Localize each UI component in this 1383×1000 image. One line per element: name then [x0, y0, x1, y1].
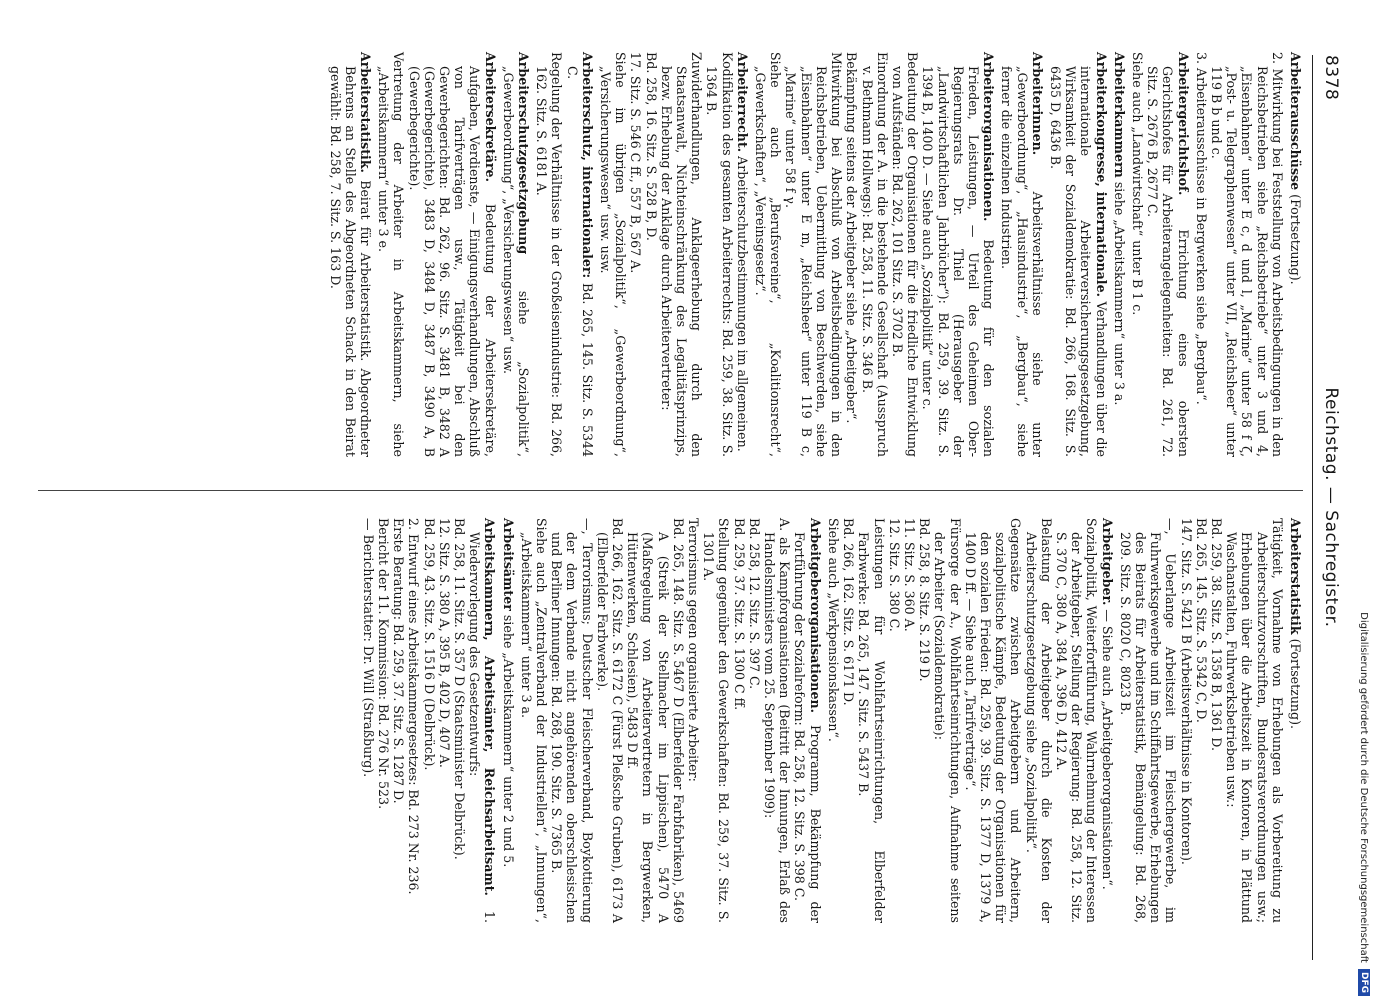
digitization-note: [1352, 6, 1376, 996]
entry-heading: Arbeitgeberorganisationen.: [807, 518, 823, 714]
entry-text: Mitwirkung bei Abschluß von Arbeitsbedingungen in den Reichsbetrieben, Uebermittlung von Beschwerden, siehe „Eisenbahnen“ unter E m, „Reichsheer“ unter 119 B c, „Marine“ unter 58 f γ.: [783, 52, 845, 457]
entry-line: [1209, 518, 1224, 923]
entry-text: 2. Mitwirkung bei Feststellung von Arbeitsbedingungen in den Reichsbetrieben siehe „Reichsbetriebe“ unter 3 und 4, „Eisenbahnen“ unter E c, d und l, „Marine“ unter 58 f ζ, „Post- u. Telegraphenwesen“ unter VII, „Reichsheer“ unter 119 B b und c.: [1208, 52, 1285, 457]
entry-text: Siehe auch „Berufsvereine“, „Koalitionsrecht“, „Gewerkschaften“, „Vereinsgesetz“.: [753, 52, 784, 457]
entry-text: Bd. 265, 145. Sitz. S. 5342 C, D.: [1193, 518, 1209, 723]
entry-line: [501, 52, 531, 457]
entry-line: [1054, 518, 1100, 923]
entry-text: Bd. 266, 162. Sitz. S. 6171 D.: [841, 518, 857, 706]
entry-text: Gegensätze zwischen Arbeitgebern und Arbeitern, sozialpolitische Kämpfe, Bedeutung der Organisationen für den sozialen Frieden: Bd. 259, 39. Sitz. S. 1377 D, 1379 A, 1400 D ff. — Siehe auch „Tarifverträge“.: [962, 518, 1024, 923]
entry-line: [598, 52, 628, 457]
entry-text: 11. Sitz. S. 360 A.: [901, 518, 917, 632]
entry-text: Belastung der Arbeitgeber durch die Kosten der Arbeiterschutzgesetzgebung siehe „Sozialpolitik“.: [1023, 518, 1054, 923]
entry-text: A. als Kampforganisationen (Beitritt der Innungen, Erlaß des Handelsministers vom 25. September 1909):: [762, 518, 793, 923]
entry-text: Bd. 258, 12. Sitz. S. 397 C.: [746, 518, 762, 690]
entry-text: Siehe im übrigen „Sozialpolitik“, „Gewerbeordnung“, „Versicherungswesen“ usw. usw.: [598, 52, 629, 457]
entry-text: — Berichterstatter: Dr. Will (Straßburg).: [360, 518, 376, 778]
entry-text: siehe „Arbeitskammern“ unter 3 a.: [1111, 181, 1127, 406]
entry-line: [902, 518, 917, 923]
entry-text: Bd. 258, 11. Sitz. S. 357 D (Staatsminister Delbrück).: [452, 518, 468, 860]
entry-heading: Arbeiterorganisationen.: [981, 52, 997, 222]
entry-text: — Siehe auch „Arbeitgeberorganisationen“.: [1099, 609, 1115, 890]
index-entry: [1288, 52, 1303, 457]
entry-line: [376, 518, 391, 923]
index-entry: [1130, 52, 1191, 457]
entry-line: [327, 52, 373, 457]
entry-text: Bd. 265, 145. Sitz. S. 5344 C.: [564, 66, 595, 457]
entry-line: [844, 52, 859, 457]
entry-text: 1. Wiedervorlegung des Gesetzentwurfs:: [467, 532, 498, 923]
entry-line: [406, 518, 421, 923]
entry-text: Zuwiderhandlungen, Anklageerhebung durch den Staatsanwalt, Nichteinschränkung des Legalitätsprinzips, bezw. Erhebung der Anklage durch Arbeitervertreter:: [658, 52, 705, 457]
index-entry: [1194, 52, 1285, 457]
entry-line: [564, 52, 594, 457]
entry-line: [406, 52, 497, 457]
entry-text: 3. Arbeiterausschüsse in Bergwerken siehe „Bergbau“.: [1193, 52, 1209, 405]
index-entry: [501, 52, 531, 457]
entry-text: Sozialpolitik, Weiterfortführung, Wahrnehmung der Interessen der Arbeitgeber, Stellung der Regierung: Bd. 258, 12. Sitz. S. 370 C, 380 A, 384 A, 396 D, 412 A.: [1053, 518, 1100, 923]
entry-text: Vertretung der Arbeiter in Arbeitskammern, siehe „Arbeitskammern“ unter 3 e.: [376, 52, 407, 457]
index-entry: [598, 52, 750, 457]
entry-line: [753, 52, 783, 457]
entry-line: [643, 52, 658, 457]
entry-line: [1224, 518, 1285, 923]
entry-line: [1118, 518, 1179, 923]
entry-text: Tätigkeit, Vornahme von Erhebungen als Vorbereitung zu Arbeiterschutzvorschriften, Bundesratsverordnungen usw.; Erhebungen über die Arbeitszeit in Kontoren, in Plättund Waschanstalten, Fuhrwerksbetrieben usw.:: [1224, 518, 1285, 923]
entry-line: [747, 518, 762, 923]
entry-line: [1178, 518, 1193, 923]
entry-line: [391, 518, 406, 923]
entry-line: [1209, 52, 1285, 457]
entry-line: [963, 518, 1024, 923]
entry-text: Bd. 259, 37. Sitz. S. 1300 C ff.: [731, 518, 747, 711]
page-number: 8378: [1321, 55, 1341, 101]
entry-line: [421, 518, 436, 923]
entry-line: [549, 518, 595, 923]
entry-text: Siehe auch „Zentralverband der Industriellen“, „Innungen“, „Arbeitskammern“ unter 3 a.: [518, 518, 550, 923]
entry-heading: Arbeiterkammern: [1111, 52, 1127, 178]
entry-text: (Fortsetzung).: [1288, 194, 1303, 285]
index-entry: [826, 518, 1115, 923]
entry-text: Bd. 258, 16. Sitz. S. 528 B, D.: [643, 52, 659, 241]
entry-text: 147. Sitz. S. 5421 B (Arbeitsverhältnisse in Kontoren).: [1178, 518, 1194, 865]
entry-text: 12. Sitz. S. 380 C.: [886, 518, 902, 632]
right-column: [358, 518, 1303, 923]
entry-text: Bedeutung für den sozialen Frieden, Leistungen, — Urteil des Geheimen Ober-Regierungsrats Dr. Thiel (Herausgeber der „Landwirtschaftlichen Jahrbücher“): Bd. 259, 39. Sitz. S. 1394 B, 1400 D. — Siehe auch „Sozialpolitik“ unter c.: [920, 66, 997, 457]
entry-line: [932, 518, 962, 923]
entry-line: [519, 518, 549, 923]
entry-line: [783, 52, 844, 457]
entry-line: [704, 52, 734, 457]
entry-text: Errichtung eines obersten Gerichtshofes für Arbeiterangelegenheiten: Bd. 261, 72. Sitz. S. 2676 B, 2677 C.: [1145, 66, 1191, 457]
entry-text: Bd. 266, 162. Sitz. S. 6172 C (Fürst Pleßsche Gruben), 6173 A (Elberfelder Farbwerke).: [594, 518, 626, 923]
entry-heading: Arbeiterschutzgesetzgebung: [516, 52, 532, 255]
entry-line: [890, 52, 920, 457]
digitization-note-text: Digitalisierung gefördert durch die Deutsche Forschungsgemeinschaft: [1358, 612, 1370, 963]
index-entry: [519, 518, 823, 923]
entry-text: Bedeutung der Arbeitersekretäre, Aufgaben, Verdienste, — Einigungsverhandlungen, Abschluß von Tarifverträgen usw., Tätigkeit bei den Gewerbegerichten: Bd. 262, 96. Sitz. S. 3481 B, 3482 A (Gewerbegerichte), 3483 D, 3484 D, 3487 B, 3490 A, B (Gewerbegerichte).: [406, 66, 498, 457]
entry-line: [856, 518, 886, 923]
entry-text: Stellung gegenüber den Gewerkschaften: Bd. 259, 37. Sitz. S. 1301 A.: [701, 518, 732, 923]
entry-text: (Fortsetzung).: [1288, 638, 1303, 730]
entry-text: Bekämpfung seitens der Arbeitgeber siehe „Arbeitgeber“.: [844, 52, 860, 424]
entry-line: [500, 518, 515, 923]
entry-line: [376, 52, 406, 457]
index-entry: [1288, 518, 1303, 923]
entry-text: —, Ueberlange Arbeitszeit im Fleischergewerbe, im Fuhrwerksgewerbe und im Schiffahrtsgewerbe, Erhebungen des Beirats für Arbeiterstatistik, Bemängelung: Bd. 268, 209. Sitz. S. 8020 C, 8023 B.: [1117, 518, 1179, 923]
index-entry: [1118, 518, 1285, 923]
entry-line: [1130, 52, 1145, 457]
left-column: [324, 52, 1303, 457]
index-entry: [376, 52, 498, 457]
entry-heading: Arbeiterschutz, internationaler:: [579, 52, 595, 279]
entry-text: 17. Sitz. S. 546 C ff., 557 B, 567 A.: [628, 52, 644, 274]
entry-line: [920, 52, 996, 457]
entry-heading: Arbeiterausschüsse: [1288, 52, 1303, 191]
entry-text: siehe „Arbeitskammern“ unter 2 und 5.: [500, 614, 516, 868]
entry-text: Verhandlungen über die internationale Arbeiterversicherungsgesetzgebung, Wirksamkeit der Sozialdemokratie: Bd. 266, 168. Sitz. S. 6435 D, 6436 B.: [1047, 66, 1109, 457]
entry-heading: Arbeitersekretäre.: [482, 52, 498, 182]
entry-text: —, Terrorismus; Deutscher Fleischerverband, Boykottierung der dem Verbande nicht angehörenden oberschlesischen und Berliner Innungen: Bd. 268, 190. Sitz. S. 7365 B.: [549, 518, 595, 923]
entry-text: Beirat für Arbeiterstatistik. Abgeordneter Behrens an Stelle des Abgeordneten Schack in den Beirat gewählt: Bd. 258, 7. Sitz. S. 163 D.: [327, 66, 374, 457]
entry-heading: Arbeiterstatistik: [1288, 518, 1303, 635]
entry-text: Arbeiterschutzbestimmungen im allgemeinen.: [734, 156, 750, 452]
entry-line: [467, 518, 497, 923]
entry-line: [1288, 52, 1303, 457]
entry-line: [887, 518, 902, 923]
entry-heading: Arbeiterkongresse, internationale.: [1093, 52, 1109, 297]
entry-line: [792, 518, 822, 923]
entry-text: Arbeitsverhältnisse siehe unter „Gewerbeordnung“, „Hausindustrie“, „Bergbau“, siehe ferner die einzelnen Industrien.: [999, 66, 1045, 457]
entry-line: [625, 518, 686, 923]
entry-heading: Arbeiterrecht.: [734, 52, 750, 153]
index-entry: [1112, 52, 1127, 457]
running-head: Reichstag. — Sachregister.: [1321, 387, 1341, 628]
column-divider: [38, 490, 1303, 491]
entry-line: [859, 52, 889, 457]
entry-text: Kodifikation des gesamten Arbeiterrechts: Bd. 259, 38. Sitz. S. 1364 B.: [704, 52, 735, 457]
entry-heading: Arbeitskammern, Arbeitsämter, Reichsarbeitsamt.: [482, 518, 498, 896]
entry-line: [917, 518, 932, 923]
entry-text: Einordnung der A. in die bestehende Gesellschaft (Ausspruch v. Bethmann Hollwegs): Bd. 258, 11. Sitz. S. 346 B.: [859, 52, 890, 457]
entry-text: Bd. 259, 38. Sitz. S. 1358 B, 1361 D.: [1208, 518, 1224, 751]
entry-heading: Arbeitsämter: [500, 518, 516, 611]
entry-line: [735, 52, 750, 457]
entry-line: [701, 518, 731, 923]
entry-text: Programm, Bekämpfung der Fortführung der Sozialreform: Bd. 258, 12. Sitz. S. 398 C.: [792, 532, 823, 923]
entry-text: Bedeutung der Organisationen für die friedliche Entwicklung von Aufständen: Bd. 262, 101 Sitz. S. 3702 B.: [889, 52, 921, 457]
entry-heading: Arbeiterstatistik.: [358, 52, 374, 173]
entry-line: [1112, 52, 1127, 457]
entry-line: [595, 518, 625, 923]
page-header: [1317, 55, 1345, 960]
entry-line: [762, 518, 792, 923]
entry-text: Leistungen für Wohlfahrtseinrichtungen, Elberfelder Farbwerke: Bd. 265, 147. Sitz. S. 5437 B.: [856, 518, 887, 923]
entry-line: [452, 518, 467, 923]
entry-line: [1288, 518, 1303, 923]
entry-line: [1023, 518, 1053, 923]
entry-line: [1099, 518, 1114, 923]
entry-line: [731, 518, 746, 923]
entry-heading: Arbeitgeber.: [1099, 518, 1115, 606]
entry-line: [686, 518, 701, 923]
entry-text: Bd. 259, 43. Sitz. S. 1516 D (Delbrück).: [421, 518, 437, 771]
entry-line: [1194, 518, 1209, 923]
entry-text: Bd. 258, 8. Sitz. S. 219 D.: [917, 518, 933, 682]
entry-heading: Arbeitergerichtshof.: [1175, 52, 1191, 196]
index-entry: [361, 518, 498, 923]
entry-text: Bd. 265, 148. Sitz. S. 5467 D (Elberfelder Farbfabriken), 5469 A (Streik der Stellmacher im Lippischen), 5470 A (Maßregelung von Arbeitervertretern in Bergwerken, Hüttenwerken, Schlesien), 5483 D ff.: [625, 518, 686, 923]
index-entry: [534, 52, 595, 457]
header-rule: [1312, 55, 1313, 960]
entry-line: [659, 52, 705, 457]
entry-text: Fürsorge der A., Wohlfahrtseinrichtungen, Aufnahme seitens der Arbeiter (Sozialdemokratie):: [932, 518, 963, 923]
entry-text: Terrorismus gegen organisierte Arbeiter:: [686, 518, 702, 782]
entry-line: [534, 52, 564, 457]
index-entry: [500, 518, 515, 923]
entry-text: siehe „Sozialpolitik“, „Gewerbeordnung“, „Versicherungswesen“ usw.: [500, 66, 532, 457]
entry-line: [1145, 52, 1191, 457]
entry-line: [826, 518, 841, 923]
entry-line: [1194, 52, 1209, 457]
entry-line: [841, 518, 856, 923]
index-entry: [999, 52, 1045, 457]
entry-text: Siehe auch „Werkpensionskassen“.: [825, 518, 841, 742]
index-entry: [327, 52, 373, 457]
entry-heading: Arbeiterinnen.: [1029, 52, 1045, 156]
entry-line: [999, 52, 1045, 457]
entry-line: [628, 52, 643, 457]
entry-text: Erste Beratung: Bd. 259, 37. Sitz. S. 1287 D.: [391, 518, 407, 804]
entry-line: [1048, 52, 1109, 457]
entry-text: Bericht der 11. Kommission: Bd. 276 Nr. 523.: [376, 518, 392, 810]
entry-text: 2. Entwurf eines Arbeitskammergesetzes: Bd. 273 Nr. 236.: [406, 518, 422, 895]
entry-line: [437, 518, 452, 923]
entry-text: 12. Sitz. S. 380 A, 395 B, 402 D, 407 A.: [436, 518, 452, 768]
entry-text: Regelung der Verhältnisse in der Großeisenindustrie: Bd. 266, 162. Sitz. S. 6181 A.: [534, 52, 565, 457]
index-entry: [1048, 52, 1109, 457]
entry-line: [361, 518, 376, 923]
index-entry: [753, 52, 996, 457]
dfg-logo: DFG: [1358, 969, 1370, 996]
entry-text: Siehe auch „Landwirtschaft“ unter B 1 c.: [1129, 52, 1145, 316]
